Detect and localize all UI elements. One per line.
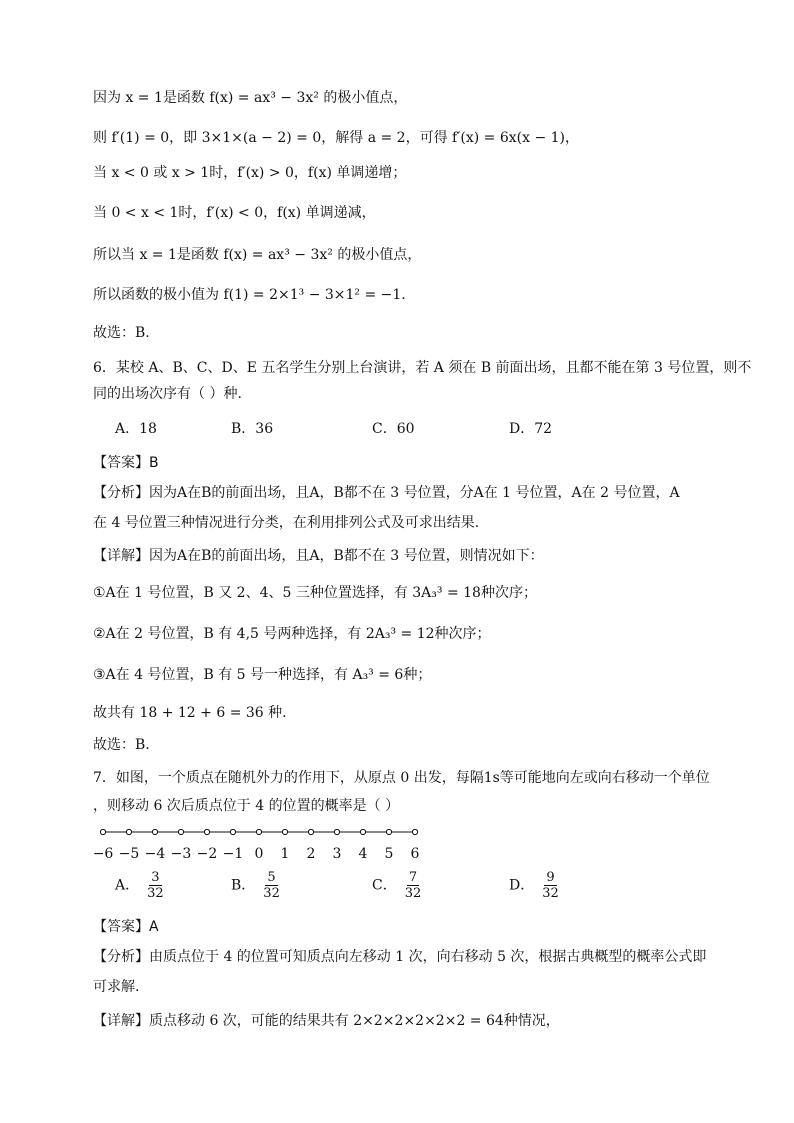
q6-option-d: D．72 <box>509 421 553 437</box>
number-line-point <box>204 829 209 834</box>
question-6-stem: 6．某校 A、B、C、D、E 五名学生分别上台演讲，若 A 须在 B 前面出场，且都不能在第 3 号位置，则不 <box>93 360 752 376</box>
number-line-point <box>178 829 183 834</box>
number-line-label: −6 <box>93 846 114 862</box>
fraction <box>403 870 424 901</box>
text-line: 所以当 x = 1是函数 f(x) = ax³ − 3x² 的极小值点， <box>93 247 422 263</box>
number-line-point <box>386 829 391 834</box>
question-6-stem-cont: 同的出场次序有（ ）种. <box>93 386 242 402</box>
number-line-label: 4 <box>358 846 368 862</box>
number-line-point <box>100 829 105 834</box>
q7-option-a <box>115 870 166 901</box>
analysis-line: 可求解. <box>93 979 140 995</box>
numerator: 5 <box>267 870 276 885</box>
q6-option-b: B．36 <box>231 421 274 437</box>
q7-option-b <box>231 870 282 901</box>
number-line-label: 1 <box>280 846 290 862</box>
detail-line: 【详解】因为A在B的前面出场，且A，B都不在 3 号位置，则情况如下： <box>93 548 544 564</box>
number-line-label: −4 <box>144 846 166 862</box>
number-line-label: −1 <box>222 846 244 862</box>
denominator: 32 <box>147 886 164 901</box>
detail-line: ①A在 1 号位置，B 又 2、4、5 三种位置选择，有 3A₃³ = 18种次序； <box>93 585 537 601</box>
number-line-figure <box>93 820 433 870</box>
denominator: 32 <box>404 886 422 901</box>
q6-option-a: A．18 <box>115 421 157 437</box>
number-line-label: −3 <box>170 846 192 862</box>
number-line-point <box>412 829 417 834</box>
analysis-line: 在 4 号位置三种情况进行分类，在利用排列公式及可求出结果. <box>93 515 480 531</box>
number-line-point <box>126 829 131 834</box>
answer-line: 【答案】B <box>93 455 159 471</box>
number-line-label: 3 <box>332 846 342 862</box>
number-line-label: 0 <box>254 846 264 862</box>
numerator: 3 <box>151 870 160 885</box>
option-label: A． <box>115 877 140 894</box>
detail-line: 故共有 18 + 12 + 6 = 36 种. <box>93 705 287 721</box>
answer-line: 【答案】A <box>93 919 159 935</box>
fraction <box>261 870 282 901</box>
number-line-point <box>334 829 339 834</box>
text-line: 因为 x = 1是函数 f(x) = ax³ − 3x² 的极小值点， <box>93 90 408 106</box>
numerator: 9 <box>546 870 555 885</box>
denominator: 32 <box>263 886 280 901</box>
fraction <box>145 870 166 901</box>
number-line-point <box>308 829 313 834</box>
text-line: 当 x < 0 或 x > 1时，f′(x) > 0，f(x) 单调递增； <box>93 165 407 181</box>
number-line-label: −2 <box>196 846 218 862</box>
number-line-point <box>256 829 261 834</box>
number-line-point <box>230 829 235 834</box>
text-line: 故选：B. <box>93 325 150 341</box>
question-7-stem: 7．如图，一个质点在随机外力的作用下，从原点 0 出发，每隔1s等可能地向左或向右移动一个单位 <box>93 770 710 786</box>
number-line-label: 5 <box>384 846 394 862</box>
number-line-label: 2 <box>306 846 316 862</box>
analysis-line: 【分析】由质点位于 4 的位置可知质点向左移动 1 次，向右移动 5 次，根据古典概型的概率公式即 <box>93 949 707 965</box>
option-label: D． <box>509 877 535 894</box>
numerator: 7 <box>408 870 418 885</box>
number-line-point <box>360 829 365 834</box>
question-7-stem-cont: ，则移动 6 次后质点位于 4 的位置的概率是（ ） <box>93 798 400 814</box>
text-line: 故选：B. <box>93 737 150 753</box>
option-label: B． <box>231 877 256 894</box>
fraction <box>540 870 561 901</box>
detail-line: ③A在 4 号位置，B 有 5 号一种选择，有 A₃³ = 6种； <box>93 667 432 683</box>
number-line-point <box>282 829 287 834</box>
number-line-point <box>152 829 157 834</box>
text-line: 所以函数的极小值为 f(1) = 2×1³ − 3×1² = −1. <box>93 287 406 303</box>
analysis-line: 【分析】因为A在B的前面出场，且A，B都不在 3 号位置，分A在 1 号位置，A在 2 号位置，A <box>93 485 680 501</box>
detail-line: 【详解】质点移动 6 次，可能的结果共有 2×2×2×2×2×2 = 64种情况， <box>93 1013 560 1029</box>
number-line-label: 6 <box>410 846 420 862</box>
text-line: 当 0 < x < 1时，f′(x) < 0，f(x) 单调递减， <box>93 205 376 221</box>
q7-option-d <box>509 870 561 901</box>
q6-option-c: C．60 <box>372 421 415 437</box>
q7-option-c <box>372 870 423 901</box>
number-line-label: −5 <box>118 846 140 862</box>
denominator: 32 <box>542 886 559 901</box>
text-line: 则 f′(1) = 0，即 3×1×(a − 2) = 0，解得 a = 2，可得 f′(x) = 6x(x − 1)， <box>93 130 580 146</box>
detail-line: ②A在 2 号位置，B 有 4,5 号两种选择，有 2A₃³ = 12种次序； <box>93 626 491 642</box>
option-label: C． <box>372 877 397 894</box>
